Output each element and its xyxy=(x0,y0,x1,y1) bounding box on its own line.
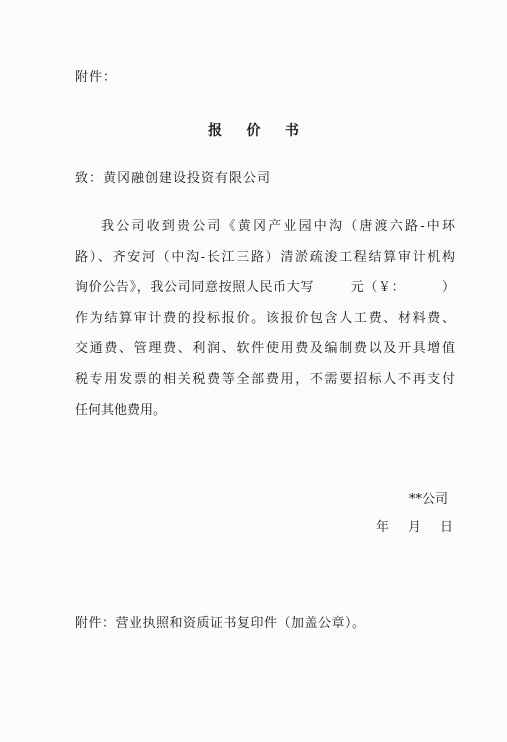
date-year: 年 xyxy=(376,520,390,535)
body-line-3-text: 询价公告》，我公司同意按照人民币大写 xyxy=(75,280,315,296)
body-line-5: 交通费、管理费、利润、软件使用费及编制费以及开具增值 xyxy=(75,341,455,357)
date-day: 日 xyxy=(440,520,454,535)
body-line-3 xyxy=(75,273,455,304)
body-line-2: 路）、齐安河（中沟-长江三路）清淤疏浚工程结算审计机构 xyxy=(75,249,455,265)
signature-date xyxy=(376,516,453,535)
date-month: 月 xyxy=(408,520,422,535)
title-char-3: 书 xyxy=(284,123,299,139)
amount-yuan-label: 元（￥： xyxy=(350,280,406,296)
attachment-note: 附件：营业执照和资质证书复印件（加盖公章）。 xyxy=(75,616,366,631)
title-char-2: 价 xyxy=(246,123,261,139)
document-title xyxy=(0,120,507,140)
title-char-1: 报 xyxy=(208,123,223,139)
body-line-6: 税专用发票的相关税费等全部费用，不需要招标人不再支付 xyxy=(75,371,455,387)
body-paragraph xyxy=(75,212,455,426)
body-line-4: 作为结算审计费的投标报价。该报价包含人工费、材料费、 xyxy=(75,310,455,326)
signature-company: **公司 xyxy=(408,492,448,507)
amount-close: ） xyxy=(441,280,455,296)
attachment-heading: 附件： xyxy=(75,70,118,85)
addressee: 致：黄冈融创建设投资有限公司 xyxy=(75,171,272,186)
body-line-7: 任何其他费用。 xyxy=(75,402,167,418)
body-line-1: 我公司收到贵公司《黄冈产业园中沟（唐渡六路-中环 xyxy=(101,219,455,234)
